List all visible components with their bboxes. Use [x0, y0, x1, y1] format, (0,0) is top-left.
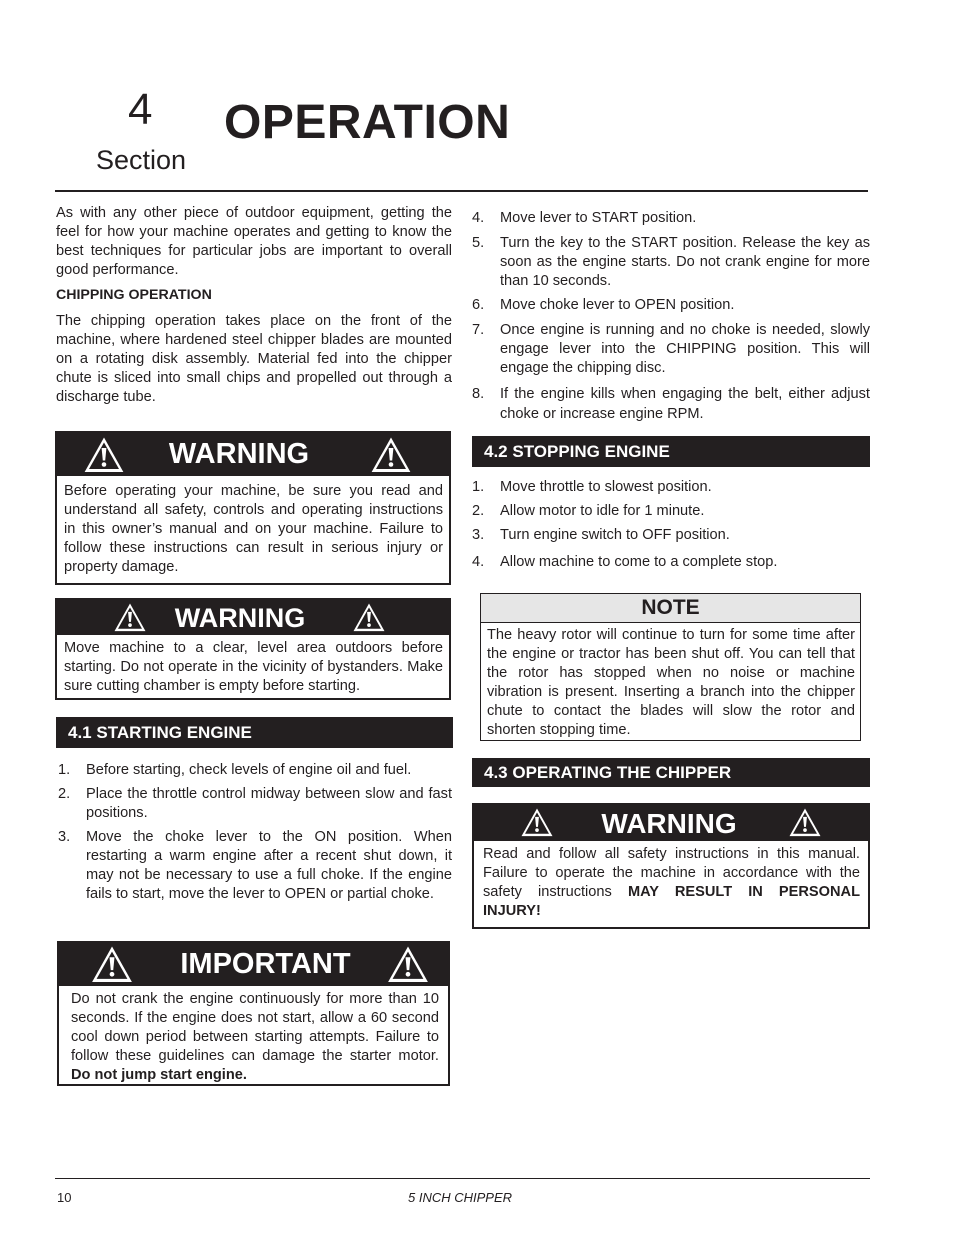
- list-item: [472, 478, 870, 497]
- step-number: 7.: [472, 322, 485, 338]
- intro-paragraph: As with any other piece of outdoor equipment, getting the feel for how your machine operates and getting to know the best techniques for particular jobs are important to overall good performance.: [56, 205, 452, 278]
- important-text-regular: Do not crank the engine continuously for more than 10 seconds. If the engine does not start, allow a 60 second cool down period between starting attempts. Failure to follow these guidelines can damage the starter motor.: [71, 991, 439, 1064]
- step-text: If the engine kills when engaging the belt, either adjust choke or increase engine RPM.: [500, 386, 870, 422]
- step-number: 5.: [472, 235, 485, 251]
- footer-divider: [55, 1178, 870, 1179]
- section-heading-stopping-engine: 4.2 STOPPING ENGINE: [472, 436, 870, 467]
- warning-triangle-icon: [114, 603, 146, 632]
- page-title: OPERATION: [224, 96, 511, 149]
- warning-triangle-icon: [84, 437, 124, 473]
- step-text: Move throttle to slowest position.: [500, 479, 712, 495]
- step-text: Allow machine to come to a complete stop.: [500, 554, 778, 570]
- important-text: [59, 986, 448, 1089]
- footer-product-name: 5 INCH CHIPPER: [408, 1190, 513, 1205]
- section-number: 4: [128, 85, 153, 134]
- step-number: 4.: [472, 210, 485, 226]
- warning-box-personal-injury: [472, 803, 870, 929]
- chipping-operation-heading: CHIPPING OPERATION: [56, 287, 212, 303]
- step-number: 2.: [472, 503, 485, 519]
- warning-header: [474, 805, 868, 841]
- note-box-rotor: [480, 593, 861, 741]
- step-text: Turn the key to the START position. Release the key as soon as the engine starts. Do not crank engine for more than 10 seconds.: [500, 235, 870, 289]
- list-item: [472, 296, 870, 315]
- warning-text: Before operating your machine, be sure you read and understand all safety, controls and operating instructions in this owner’s manual and on your machine. Failure to follow these instructions can result in serious injury or property damage.: [64, 483, 443, 575]
- warning-triangle-icon: [521, 808, 553, 837]
- step-text: Once engine is running and no choke is needed, slowly engage lever into the CHIPPING position. This will engage the chipping disc.: [500, 322, 870, 376]
- list-item: [472, 553, 870, 572]
- step-text: Allow motor to idle for 1 minute.: [500, 503, 705, 519]
- list-item: [58, 828, 452, 904]
- list-item: [472, 384, 870, 424]
- warning-triangle-icon: [353, 603, 385, 632]
- step-number: 6.: [472, 297, 485, 313]
- warning-title: WARNING: [168, 438, 310, 470]
- step-text: Move lever to START position.: [500, 210, 697, 226]
- step-number: 4.: [472, 554, 485, 570]
- warning-text: Move machine to a clear, level area outdoors before starting. Do not operate in the vicinity of bystanders. Make sure cutting chamber is empty before starting.: [64, 640, 443, 694]
- warning-header: [57, 600, 449, 635]
- list-item: [58, 761, 452, 780]
- step-text: Turn engine switch to OFF position.: [500, 527, 730, 543]
- important-header: [59, 943, 448, 986]
- note-text: The heavy rotor will continue to turn for some time after the engine or tractor has been shut off. You can tell that the rotor has stopped when no noise or machine vibration is present. Inserting a branch into the chipper chute to contact the blades will slow the rotor and shorten stopping time.: [487, 627, 855, 738]
- section-heading-operating-chipper: 4.3 OPERATING THE CHIPPER: [472, 758, 870, 787]
- important-box-cranking: [57, 941, 450, 1086]
- step-number: 2.: [58, 786, 71, 802]
- list-item: [58, 785, 452, 823]
- warning-text: [474, 841, 868, 925]
- note-title: NOTE: [481, 594, 860, 623]
- step-number: 1.: [472, 479, 485, 495]
- list-item: [472, 321, 870, 378]
- warning-triangle-icon: [91, 946, 133, 983]
- step-text: Move choke lever to OPEN position.: [500, 297, 735, 313]
- warning-text-bold: MAY RESULT IN PERSONAL INJURY!: [483, 884, 861, 919]
- step-number: 1.: [58, 762, 71, 778]
- list-item: [472, 209, 870, 228]
- important-text-bold: Do not jump start engine.: [71, 1067, 247, 1083]
- step-number: 3.: [472, 527, 485, 543]
- starting-engine-steps-continued: [472, 209, 870, 424]
- important-title: IMPORTANT: [180, 948, 351, 980]
- warning-triangle-icon: [789, 808, 821, 837]
- list-item: [472, 526, 870, 545]
- warning-text-regular: Read and follow all safety instructions in this manual. Failure to operate the machine in accordance with the safety instructions: [483, 846, 860, 900]
- warning-title: WARNING: [601, 808, 737, 839]
- warning-header: [57, 433, 449, 476]
- step-number: 8.: [472, 386, 485, 402]
- warning-triangle-icon: [371, 437, 411, 473]
- section-label: Section: [96, 145, 187, 175]
- starting-engine-steps: [58, 761, 452, 904]
- warning-box-clear-area: [55, 598, 451, 700]
- step-number: 3.: [58, 829, 71, 845]
- warning-box-safety-instructions: [55, 431, 451, 585]
- list-item: [472, 502, 870, 521]
- step-text: Place the throttle control midway between slow and fast positions.: [86, 786, 452, 821]
- chipping-operation-paragraph: The chipping operation takes place on the front of the machine, where hardened steel chipper blades are mounted on a rotating disk assembly. Material fed into the chipper chute is sliced into small chips and propelled out through a discharge tube.: [56, 313, 452, 405]
- list-item: [472, 234, 870, 291]
- warning-triangle-icon: [387, 946, 429, 983]
- section-heading-starting-engine: 4.1 STARTING ENGINE: [56, 717, 453, 748]
- page-number: 10: [57, 1190, 72, 1205]
- step-text: Before starting, check levels of engine oil and fuel.: [86, 762, 412, 778]
- stopping-engine-steps: [472, 478, 870, 572]
- header-divider: [55, 190, 868, 192]
- warning-title: WARNING: [174, 603, 306, 633]
- step-text: Move the choke lever to the ON position. When restarting a warm engine after a recent shut down, it may not be necessary to use a full choke. If the engine fails to start, move the lever to OPEN or partial choke.: [86, 829, 452, 902]
